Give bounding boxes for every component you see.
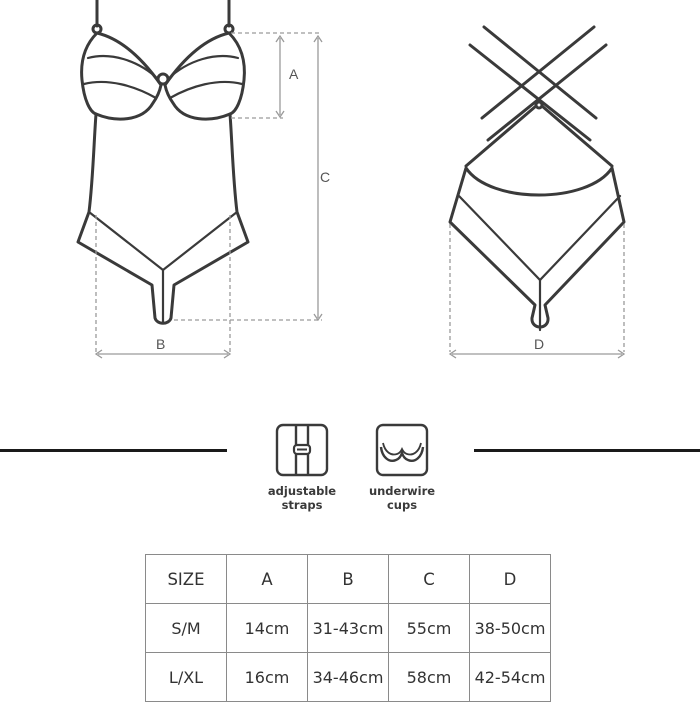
underwire-cups-icon xyxy=(375,423,429,477)
table-row xyxy=(146,604,551,653)
table-cell: 38-50cm xyxy=(470,604,551,653)
table-cell: 16cm xyxy=(227,653,308,702)
feature-adjustable-straps xyxy=(262,423,342,512)
size-table xyxy=(145,554,551,702)
dimension-label-d: D xyxy=(534,336,545,352)
header-cell-b: B xyxy=(308,555,389,604)
feature-label-line1: underwire xyxy=(368,484,436,498)
back-view-outline xyxy=(450,27,624,330)
dimension-label-a: A xyxy=(289,66,299,82)
divider-left xyxy=(0,449,227,452)
table-row xyxy=(146,653,551,702)
feature-label-line2: cups xyxy=(386,498,418,512)
divider-right xyxy=(474,449,700,452)
table-cell: 42-54cm xyxy=(470,653,551,702)
feature-label-line1: adjustable xyxy=(267,484,337,498)
header-cell-a: A xyxy=(227,555,308,604)
dimension-label-c: C xyxy=(320,169,331,185)
feature-label-line2: straps xyxy=(281,498,323,512)
table-cell: 31-43cm xyxy=(308,604,389,653)
adjustable-straps-icon xyxy=(275,423,329,477)
table-header-row xyxy=(146,555,551,604)
table-cell-size: S/M xyxy=(146,604,227,653)
back-dimensions xyxy=(450,224,624,358)
header-cell-size: SIZE xyxy=(146,555,227,604)
header-cell-c: C xyxy=(389,555,470,604)
table-cell: 58cm xyxy=(389,653,470,702)
table-cell: 55cm xyxy=(389,604,470,653)
front-view-outline xyxy=(78,0,248,323)
table-cell: 34-46cm xyxy=(308,653,389,702)
table-cell-size: L/XL xyxy=(146,653,227,702)
feature-underwire-cups xyxy=(362,423,442,512)
dimension-label-b: B xyxy=(156,336,166,352)
header-cell-d: D xyxy=(470,555,551,604)
table-cell: 14cm xyxy=(227,604,308,653)
